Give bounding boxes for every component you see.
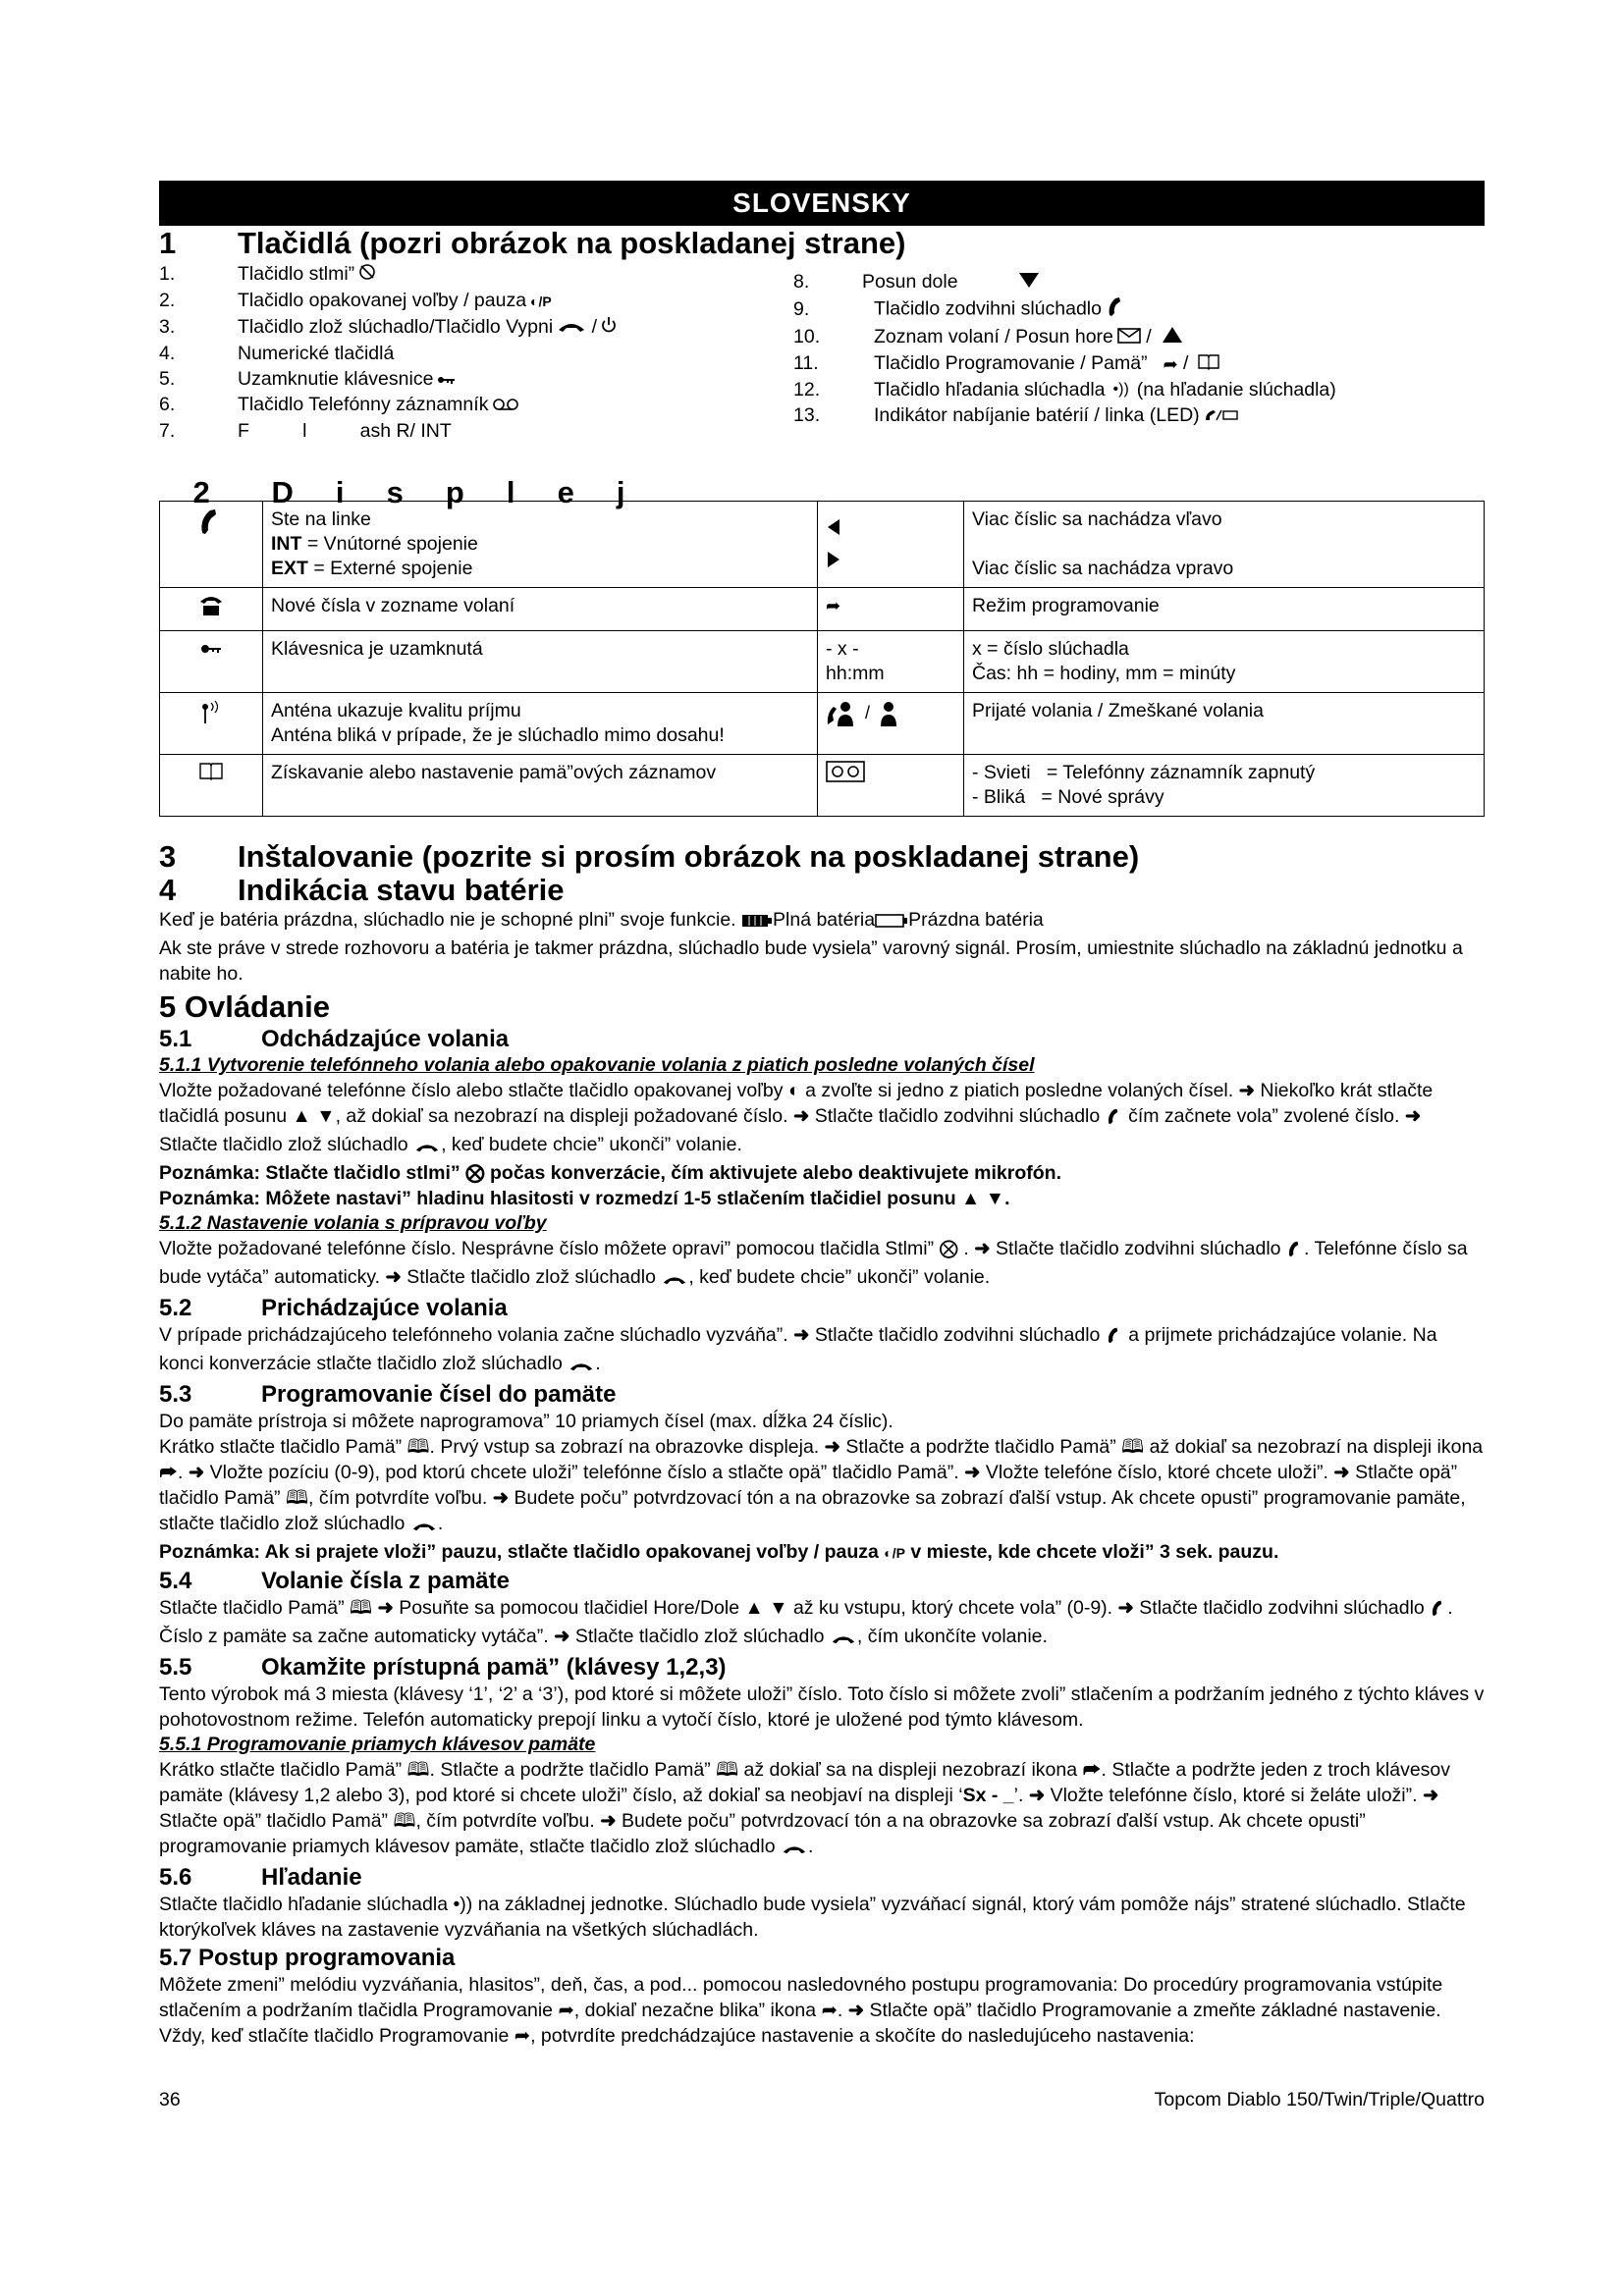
table-row: Získavanie alebo nastavenie pamä”ových záznamov - Svieti = Telefónny záznamník zapnutý - Bliká = Nové správy xyxy=(160,755,1485,817)
subsection-heading: 5.1 Odchádzajúce volania xyxy=(159,1026,510,1052)
section-4-heading: 4 Indikácia stavu batérie xyxy=(159,873,565,907)
display-icons-table xyxy=(159,501,1485,817)
hangup-icon xyxy=(781,1837,808,1862)
arrow-icon: ➜ xyxy=(1117,1597,1134,1619)
program-icon: ➦ xyxy=(558,2000,574,2021)
arrow-down-icon: ▼ xyxy=(316,1105,336,1127)
arrow-icon: ➜ xyxy=(600,1810,617,1832)
hangup-icon xyxy=(410,1514,438,1539)
section-number: 1 xyxy=(159,226,177,260)
arrow-down-icon: ▼ xyxy=(985,1188,1005,1209)
subsection-heading: 5.7 Postup programovania xyxy=(159,1945,456,1971)
arrow-up-icon: ▲ xyxy=(292,1105,311,1127)
paragraph: Vložte požadované telefónne číslo alebo stlačte tlačidlo opakovanej voľby ◐ a zvoľte si jedno z piatich posledne volaných čísel. ➜ Niekoľko krát stlačte tlačidlá posunu ▲ ▼, až dokiaľ sa nezobrazí na displeji požadované číslo. ➜ Stlačte tlačidlo zodvihni slúchadlo čím začnete vola” zvolené číslo. ➜ Stlačte tlačidlo zlož slúchadlo , keď budete chcie” ukonči” volanie. xyxy=(159,1078,1485,1160)
subsection-heading: 5.2 Prichádzajúce volania xyxy=(159,1295,508,1321)
footer-model: Topcom Diablo 150/Twin/Triple/Quattro xyxy=(1154,2089,1485,2110)
redial-icon: ◐ xyxy=(787,1080,800,1101)
table-row: Klávesnica je uzamknutá - x - hh:mm x = číslo slúchadla Čas: hh = hodiny, mm = minúty xyxy=(160,631,1485,693)
hangup-icon xyxy=(413,1135,441,1160)
handset-icon xyxy=(1430,1598,1447,1624)
subsubsection-heading: 5.1.2 Nastavenie volania s prípravou voľby xyxy=(159,1212,547,1234)
received-missed-calls-icon xyxy=(826,703,904,733)
power-icon xyxy=(601,315,617,341)
arrow-icon: ➜ xyxy=(554,1626,570,1647)
list-item: 13. Indikátor nabíjanie batérií / linka (LED) xyxy=(793,402,1336,429)
book-icon xyxy=(199,764,223,785)
program-icon: ➦ xyxy=(826,596,841,615)
arrow-up-icon: ▲ xyxy=(961,1188,981,1209)
tape-icon xyxy=(492,393,519,418)
program-icon: ➦ xyxy=(514,2025,531,2047)
page-icon: •)) xyxy=(453,1894,473,1915)
paragraph: Vložte požadované telefónne číslo. Nesprávne číslo môžete opravi” pomocou tlačidla Stlmi” ⨂ . ➜ Stlačte tlačidlo zodvihni slúchadlo . Telefónne číslo sa bude vytáča” automaticky. ➜ Stlačte tlačidlo zlož slúchadlo , keď budete chcie” ukonči” volanie. xyxy=(159,1236,1485,1293)
table-row: Ste na linke INT = Vnútorné spojenie EXT = Externé spojenie Viac číslic sa nachádza vľavo Viac číslic sa nachádza vpravo xyxy=(160,502,1485,588)
book-icon: 🕮 xyxy=(285,1487,308,1509)
list-item: 4. Numerické tlačidlá xyxy=(159,342,395,364)
note: Poznámka: Ak si prajete vloži” pauzu, stlačte tlačidlo opakovanej voľby / pauza ◐/P v mieste, kde chcete vloži” 3 sek. pauzu. xyxy=(159,1541,1279,1563)
mute-icon xyxy=(358,262,376,288)
arrow-icon: ➜ xyxy=(188,1462,205,1483)
redial-pause-icon: ◐/P xyxy=(884,1545,905,1561)
arrow-icon: ➜ xyxy=(1422,1785,1439,1806)
paragraph: Môžete zmeni” melódiu vyzváňania, hlasitos”, deň, čas, a pod... pomocou nasledovného postupu programovania: Do procedúry programovania vstúpite stlačením a podržaním tlačidla Programovanie ➦, dokiaľ nezačne blika” ikona ➦. ➜ Stlačte opä” tlačidlo Programovanie a zmeňte základné nastavenie. Vždy, keď stlačíte tlačidlo Programovanie ➦, potvrdíte predchádzajúce nastavenie a skočíte do nasledujúceho nastavenia: xyxy=(159,1974,1443,2047)
note: Poznámka: Môžete nastavi” hladinu hlasitosti v rozmedzí 1-5 stlačením tlačidiel posunu ▲ ▼. xyxy=(159,1188,1010,1209)
handset-icon xyxy=(1286,1239,1304,1264)
list-item: 6. Tlačidlo Telefónny záznamník xyxy=(159,392,617,418)
subsubsection-heading: 5.1.1 Vytvorenie telefónneho volania alebo opakovanie volania z piatich posledne volaných čísel xyxy=(159,1054,1035,1076)
list-item: 11. Tlačidlo Programovanie / Pamä” ➦ / xyxy=(793,350,1336,377)
book-icon: 🕮 xyxy=(716,1759,739,1781)
arrow-icon: ➜ xyxy=(385,1266,402,1288)
book-icon: 🕮 xyxy=(406,1759,430,1781)
led-icon xyxy=(1204,403,1239,429)
paragraph: V prípade prichádzajúceho telefónneho volania začne slúchadlo vyzváňa”. ➜ Stlačte tlačidlo zodvihni slúchadlo a prijmete prichádzajúce volanie. Na konci konverzácie stlačte tlačidlo zlož slúchadlo . xyxy=(159,1322,1485,1379)
mute-icon: ⨂ xyxy=(939,1238,958,1259)
list-item: 9. Tlačidlo zodvihni slúchadlo xyxy=(793,295,1336,324)
redial-pause-icon: ◐/P xyxy=(530,293,552,309)
arrow-icon: ➜ xyxy=(492,1487,510,1509)
arrow-down-icon xyxy=(1017,270,1041,295)
arrow-icon: ➜ xyxy=(377,1597,394,1619)
key-icon xyxy=(200,638,222,660)
arrow-icon: ➜ xyxy=(1028,1785,1046,1806)
arrow-up-icon: ▲ xyxy=(744,1597,764,1619)
language-header: SLOVENSKY xyxy=(159,181,1485,226)
list-item: 1. Tlačidlo stlmi” xyxy=(159,261,617,288)
arrow-icon: ➜ xyxy=(792,1105,810,1127)
hangup-icon xyxy=(557,315,586,341)
battery-empty-icon xyxy=(875,910,908,935)
arrow-icon: ➜ xyxy=(793,1324,810,1346)
table-row: Nové čísla v zozname volaní ➦ Režim programovanie xyxy=(160,588,1485,631)
paragraph: Tento výrobok má 3 miesta (klávesy ‘1’, ‘2’ a ‘3’), pod ktoré si môžete uloži” číslo. Toto číslo si môžete zvoli” stlačením a podržaním jedného z týchto kláves v pohotovostnom režime. Telefón automaticky prepojí linku a vytočí číslo, ktoré je uložené pod týmto klávesom. xyxy=(159,1683,1485,1731)
mute-icon: ⨂ xyxy=(465,1162,485,1184)
handset-icon xyxy=(1106,1106,1123,1132)
handset-icon xyxy=(1106,1325,1123,1351)
arrow-icon: ➜ xyxy=(1404,1105,1422,1127)
arrow-icon: ➜ xyxy=(824,1436,840,1458)
section-5-heading: 5 Ovládanie xyxy=(159,989,331,1024)
subsection-heading: 5.3 Programovanie čísel do pamäte xyxy=(159,1381,617,1408)
tape-icon xyxy=(826,766,865,787)
phone-icon xyxy=(198,601,224,622)
arrow-icon: ➜ xyxy=(847,2000,865,2021)
book-icon xyxy=(1198,351,1219,377)
book-icon: 🕮 xyxy=(350,1597,373,1619)
handset-icon xyxy=(198,518,224,540)
buttons-list-left xyxy=(159,261,617,444)
battery-full-icon xyxy=(741,910,773,935)
book-icon: 🕮 xyxy=(393,1810,416,1832)
envelope-icon xyxy=(1117,325,1141,350)
antenna-icon xyxy=(198,708,224,729)
arrow-icon: ➜ xyxy=(1333,1462,1350,1483)
arrow-icon: ➜ xyxy=(964,1462,981,1483)
paragraph: Krátko stlačte tlačidlo Pamä” 🕮. Stlačte a podržte tlačidlo Pamä” 🕮 až dokiaľ sa na displeji nezobrazí ikona ➦. Stlačte a podržte jeden z troch klávesov pamäte (klávesy 1,2 alebo 3), pod ktoré si chcete uloži” číslo, až dokiaľ sa neobjaví na displeji ‘Sx - _’. ➜ Vložte telefónne číslo, ktoré si želáte uloži”. ➜ Stlačte opä” tlačidlo Pamä” 🕮, čím potvrdíte voľbu. ➜ Budete poču” potvrdzovací tón a na obrazovke sa zobrazí ďalší vstup. Ak chcete opusti” programovanie priamych klávesov pamäte, stlačte tlačidlo zlož slúchadlo . xyxy=(159,1757,1485,1862)
paragraph: Ak ste práve v strede rozhovoru a batéria je takmer prázdna, slúchadlo bude vysiela” varovný signál. Prosím, umiestnite slúchadlo na základnú jednotku a nabite ho. xyxy=(159,937,1463,985)
list-item: 12. Tlačidlo hľadania slúchadla •)) (na hľadanie slúchadla) xyxy=(793,377,1336,403)
list-item: 2. Tlačidlo opakovanej voľby / pauza ◐/P xyxy=(159,288,617,314)
paragraph: Stlačte tlačidlo hľadanie slúchadla •)) na základnej jednotke. Slúchadlo bude vysiela” vyzváňací signál, ktorý vám pomôže nájs” stratené slúchadlo. Stlačte ktorýkoľvek kláves na zastavenie vyzváňania na všetkých slúchadlách. xyxy=(159,1894,1466,1941)
arrow-down-icon: ▼ xyxy=(769,1597,788,1619)
section-2-heading: 2 D i s p l e j xyxy=(192,475,625,509)
subsection-heading: 5.6 Hľadanie xyxy=(159,1864,362,1891)
list-item: 10. Zoznam volaní / Posun hore / xyxy=(793,324,1336,350)
hangup-icon xyxy=(830,1627,857,1652)
table-row: Anténa ukazuje kvalitu príjmu Anténa bliká v prípade, že je slúchadlo mimo dosahu! / Prijaté volania / Zmeškané volania xyxy=(160,693,1485,755)
subsubsection-heading: 5.5.1 Programovanie priamych klávesov pamäte xyxy=(159,1734,596,1755)
hangup-icon xyxy=(661,1267,688,1293)
list-item: 8. Posun dole xyxy=(793,269,1336,295)
arrow-icon: ➜ xyxy=(974,1238,991,1259)
section-title: Tlačidlá (pozri obrázok na poskladanej strane) xyxy=(238,226,906,260)
section-1-heading xyxy=(159,226,905,261)
list-item: 5. Uzamknutie klávesnice xyxy=(159,366,617,393)
key-icon xyxy=(437,366,457,392)
subsection-heading: 5.4 Volanie čísla z pamäte xyxy=(159,1568,510,1594)
program-icon: ➦ xyxy=(821,2000,838,2021)
arrow-left-icon xyxy=(826,517,955,544)
book-icon: 🕮 xyxy=(1121,1436,1145,1458)
arrow-icon: ➜ xyxy=(1238,1080,1255,1101)
subsection-heading: 5.5 Okamžite prístupná pamä” (klávesy 1,2,3) xyxy=(159,1654,727,1681)
main-content xyxy=(159,840,1485,2049)
page-number: 36 xyxy=(159,2089,181,2110)
paragraph: Do pamäte prístroja si môžete naprogramova” 10 priamych čísel (max. dĺžka 24 číslic). Krátko stlačte tlačidlo Pamä” 🕮. Prvý vstup sa zobrazí na obrazovke displeja. ➜ Stlačte a podržte tlačidlo Pamä” 🕮 až dokiaľ sa nezobrazí na displeji ikona ➦. ➜ Vložte pozíciu (0-9), pod ktorú chcete uloži” telefónne číslo a stlačte opä” tlačidlo Pamä”. ➜ Vložte telefóne číslo, ktoré chcete uloži”. ➜ Stlačte opä” tlačidlo Pamä” 🕮, čím potvrdíte voľbu. ➜ Budete poču” potvrdzovací tón a na obrazovke sa zobrazí ďalší vstup. Ak chcete opusti” programovanie pamäte, stlačte tlačidlo zlož slúchadlo . xyxy=(159,1409,1485,1539)
paragraph: Stlačte tlačidlo Pamä” 🕮 ➜ Posuňte sa pomocou tlačidiel Hore/Dole ▲ ▼ až ku vstupu, ktorý chcete vola” (0-9). ➜ Stlačte tlačidlo zodvihni slúchadlo . Číslo z pamäte sa začne automaticky vytáča”. ➜ Stlačte tlačidlo zlož slúchadlo , čím ukončíte volanie. xyxy=(159,1595,1485,1652)
section-3-heading: 3 Inštalovanie (pozrite si prosím obrázok na poskladanej strane) xyxy=(159,839,1140,874)
program-icon: ➦ xyxy=(1082,1759,1102,1781)
list-item: 7. F l ash R/ INT xyxy=(159,420,452,443)
svg-text:/: / xyxy=(865,703,871,722)
arrow-right-icon xyxy=(826,550,955,576)
list-item: 3. Tlačidlo zlož slúchadlo/Tlačidlo Vypni / xyxy=(159,314,617,341)
program-icon: ➦ xyxy=(1163,353,1178,374)
page-icon: •)) xyxy=(1112,381,1129,399)
program-icon: ➦ xyxy=(159,1462,178,1483)
book-icon: 🕮 xyxy=(406,1436,430,1458)
hangup-icon xyxy=(568,1354,595,1379)
note: Poznámka: Stlačte tlačidlo stlmi” ⨂ počas konverzácie, čím aktivujete alebo deaktivujete mikrofón. xyxy=(159,1162,1061,1184)
arrow-up-icon xyxy=(1161,325,1184,350)
buttons-list-right xyxy=(793,269,1336,429)
handset-icon xyxy=(1106,295,1127,324)
paragraph: Keď je batéria prázdna, slúchadlo nie je schopné plni” svoje funkcie. Plná batéria Prázdna batéria xyxy=(159,907,1485,935)
